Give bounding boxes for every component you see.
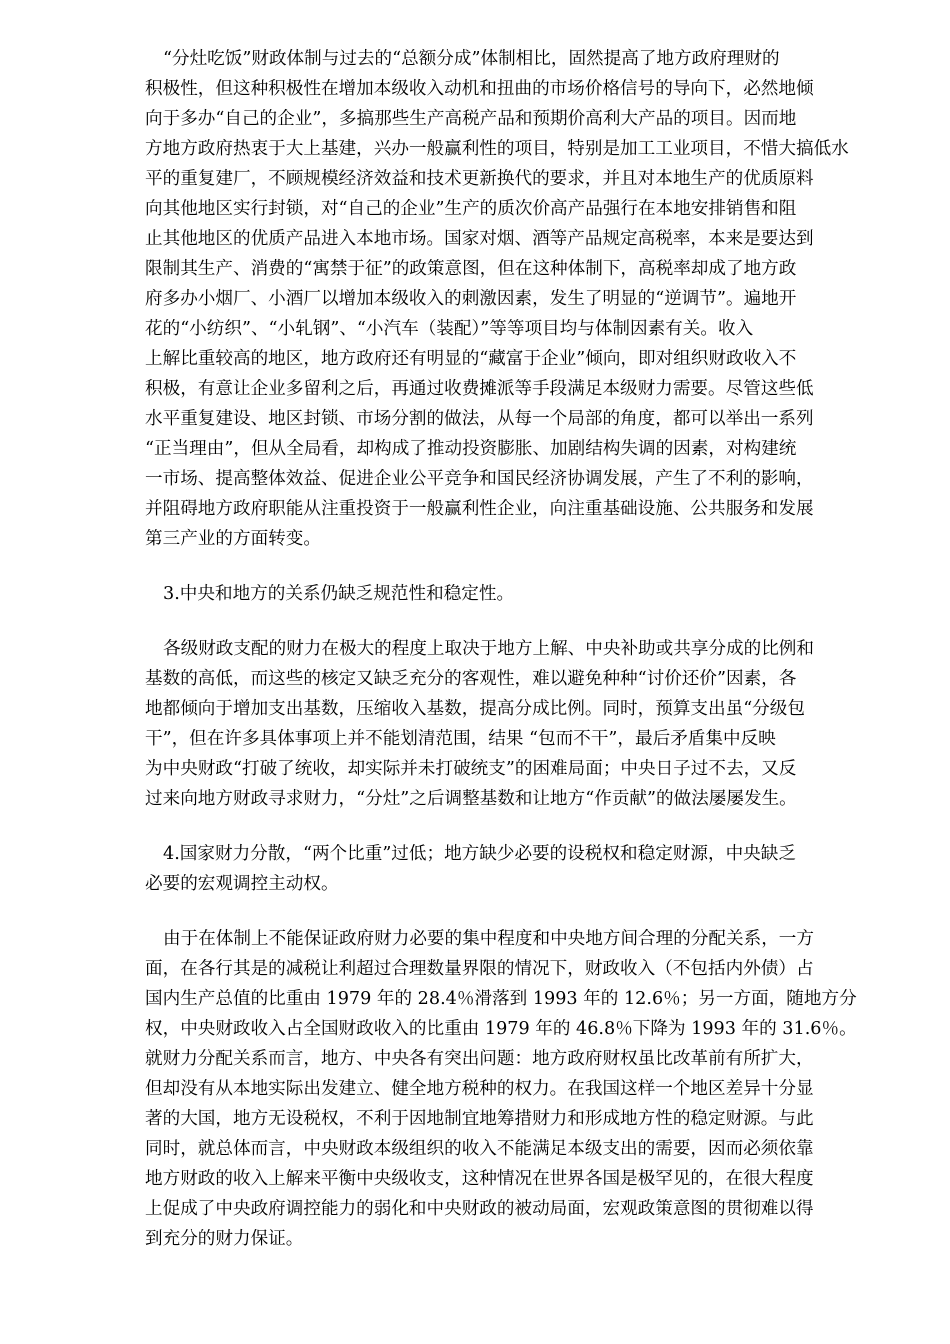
text-line: 为中央财政“打破了统收，却实际并未打破统支”的困难局面；中央日子过不去，又反 [145, 759, 797, 779]
text-line: 第三产业的方面转变。 [145, 529, 321, 549]
text-line: 但却没有从本地实际出发建立、健全地方税种的权力。在我国这样一个地区差异十分显 [145, 1079, 814, 1099]
text-line: 止其他地区的优质产品进入本地市场。国家对烟、酒等产品规定高税率，本来是要达到 [145, 229, 814, 249]
text-line: 向于多办“自己的企业”，多搞那些生产高税产品和预期价高利大产品的项目。因而地 [145, 109, 797, 129]
text-line: 上解比重较高的地区，地方政府还有明显的“藏富于企业”倾向，即对组织财政收入不 [145, 349, 797, 369]
text-line: 由于在体制上不能保证政府财力必要的集中程度和中央地方间合理的分配关系，一方 [163, 929, 814, 949]
paragraph-financial-dispersion [145, 924, 885, 1254]
text-line: 地都倾向于增加支出基数，压缩收入基数，提高分成比例。同时，预算支出虽“分级包 [145, 699, 805, 719]
text-line: “分灶吃饭”财政体制与过去的“总额分成”体制相比，固然提高了地方政府理财的 [163, 49, 780, 69]
paragraph-spacer [145, 814, 885, 839]
text-line: 各级财政支配的财力在极大的程度上取决于地方上解、中央补助或共享分成的比例和 [163, 639, 814, 659]
text-line: 府多办小烟厂、小酒厂以增加本级收入的刺激因素，发生了明显的“逆调节”。遍地开 [145, 289, 797, 309]
paragraph-fiscal-system [145, 44, 885, 554]
text-line: 平的重复建厂，不顾规模经济效益和技术更新换代的要求，并且对本地生产的优质原料 [145, 169, 814, 189]
paragraph-allocation [145, 634, 885, 814]
text-line: 权，中央财政收入占全国财政收入的比重由 1979 年的 46.8％下降为 1993 年的 31.6％。 [145, 1019, 857, 1039]
text-line: 积极，有意让企业多留利之后，再通过收费摊派等手段满足本级财力需要。尽管这些低 [145, 379, 814, 399]
heading-line: 4.国家财力分散，“两个比重”过低；地方缺少必要的设税权和稳定财源，中央缺乏 [163, 844, 796, 864]
text-line: 一市场、提高整体效益、促进企业公平竞争和国民经济协调发展，产生了不利的影响， [145, 469, 814, 489]
text-line: 过来向地方财政寻求财力，“分灶”之后调整基数和让地方“作贡献”的做法屡屡发生。 [145, 789, 797, 809]
text-line: 地方财政的收入上解来平衡中央级收支，这种情况在世界各国是极罕见的，在很大程度 [145, 1169, 814, 1189]
text-line: 方地方政府热衷于大上基建，兴办一般赢利性的项目，特别是加工工业项目，不惜大搞低水 [145, 139, 849, 159]
text-line: 基数的高低，而这些的核定又缺乏充分的客观性，难以避免种种“讨价还价”因素，各 [145, 669, 797, 689]
document-page [145, 44, 885, 1254]
text-line: 干”，但在许多具体事项上并不能划清范围，结果 “包而不干”，最后矛盾集中反映 [145, 729, 776, 749]
text-line: 就财力分配关系而言，地方、中央各有突出问题：地方政府财权虽比改革前有所扩大， [145, 1049, 814, 1069]
text-line: 到充分的财力保证。 [145, 1229, 304, 1249]
text-line: 上促成了中央政府调控能力的弱化和中央财政的被动局面，宏观政策意图的贯彻难以得 [145, 1199, 814, 1219]
text-line: 限制其生产、消费的“寓禁于征”的政策意图，但在这种体制下，高税率却成了地方政 [145, 259, 797, 279]
text-line: 面，在各行其是的减税让利超过合理数量界限的情况下，财政收入（不包括内外债）占 [145, 959, 814, 979]
text-line: 积极性，但这种积极性在增加本级收入动机和扭曲的市场价格信号的导向下，必然地倾 [145, 79, 814, 99]
text-line: 国内生产总值的比重由 1979 年的 28.4％滑落到 1993 年的 12.6％；另一方面，随地方分 [145, 989, 857, 1009]
text-line: 著的大国，地方无设税权，不利于因地制宜地筹措财力和形成地方性的稳定财源。与此 [145, 1109, 814, 1129]
section-heading-3 [145, 579, 885, 609]
heading-line: 3.中央和地方的关系仍缺乏规范性和稳定性。 [163, 584, 515, 604]
text-line: 水平重复建设、地区封锁、市场分割的做法，从每一个局部的角度，都可以举出一系列 [145, 409, 814, 429]
text-line: 同时，就总体而言，中央财政本级组织的收入不能满足本级支出的需要，因而必须依靠 [145, 1139, 814, 1159]
paragraph-spacer [145, 609, 885, 634]
text-line: 并阻碍地方政府职能从注重投资于一般赢利性企业，向注重基础设施、公共服务和发展 [145, 499, 814, 519]
text-line: “正当理由”，但从全局看，却构成了推动投资膨胀、加剧结构失调的因素，对构建统 [145, 439, 797, 459]
paragraph-spacer [145, 554, 885, 579]
text-line: 向其他地区实行封锁，对“自己的企业”生产的质次价高产品强行在本地安排销售和阻 [145, 199, 797, 219]
heading-line: 必要的宏观调控主动权。 [145, 874, 339, 894]
paragraph-spacer [145, 899, 885, 924]
text-line: 花的“小纺织”、“小轧钢”、“小汽车（装配）”等等项目均与体制因素有关。收入 [145, 319, 754, 339]
section-heading-4 [145, 839, 885, 899]
